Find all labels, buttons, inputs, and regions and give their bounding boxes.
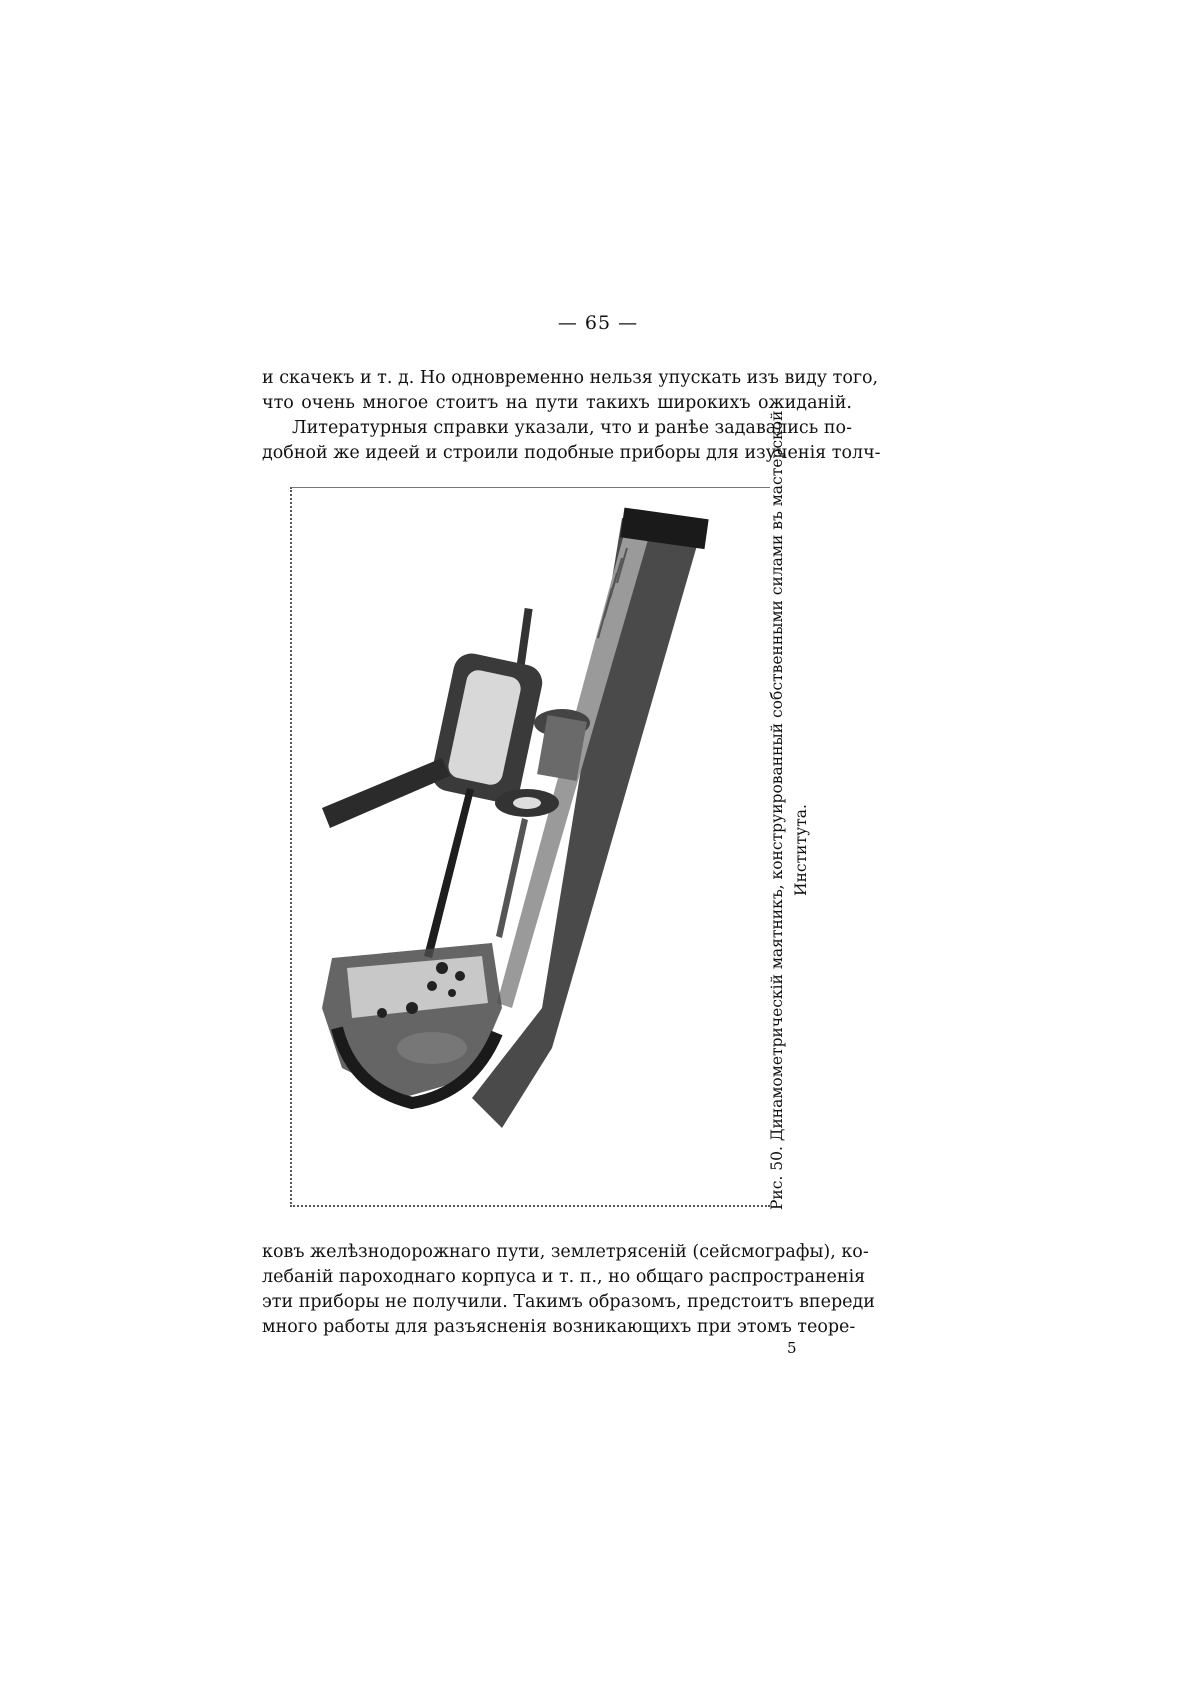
text-line: лебаній пароходнаго корпуса и т. п., но общаго распространенія bbox=[262, 1267, 866, 1287]
text-line: ковъ желѣзнодорожнаго пути, землетрясеній (сейсмографы), ко- bbox=[262, 1242, 869, 1262]
figure-photograph bbox=[290, 487, 770, 1207]
signature-mark: 5 bbox=[787, 1339, 797, 1357]
frame-beam bbox=[472, 518, 702, 1128]
page-number: — 65 — bbox=[557, 312, 639, 334]
text-line: много работы для разъясненія возникающихъ при этомъ теоре- bbox=[262, 1317, 856, 1337]
text-line: что очень многое стоитъ на пути такихъ широкихъ ожиданій. bbox=[262, 393, 852, 413]
text-line: эти приборы не получили. Такимъ образомъ, предстоитъ впереди bbox=[262, 1292, 875, 1312]
weight-disc bbox=[397, 1032, 467, 1064]
top-paragraph bbox=[262, 366, 881, 466]
pendulum-apparatus-illustration bbox=[292, 488, 772, 1208]
collar-hole bbox=[513, 797, 541, 809]
bottom-paragraph bbox=[262, 1240, 875, 1340]
text-line: и скачекъ и т. д. Но одновременно нельзя упускать изъ виду того, bbox=[262, 368, 879, 388]
caption-line-2: Института. bbox=[792, 804, 810, 896]
caption-line-1: Рис. 50. Динамометрическій маятникъ, конструированный собственными силами въ мастерской bbox=[768, 410, 786, 1210]
side-handle bbox=[322, 758, 450, 828]
text-line: добной же идеей и строили подобные приборы для изученія толч- bbox=[262, 443, 881, 463]
text-line: Литературныя справки указали, что и ранѣе задавались по- bbox=[292, 418, 852, 438]
pendulum-rod bbox=[424, 788, 474, 958]
figure-caption bbox=[765, 410, 825, 1210]
